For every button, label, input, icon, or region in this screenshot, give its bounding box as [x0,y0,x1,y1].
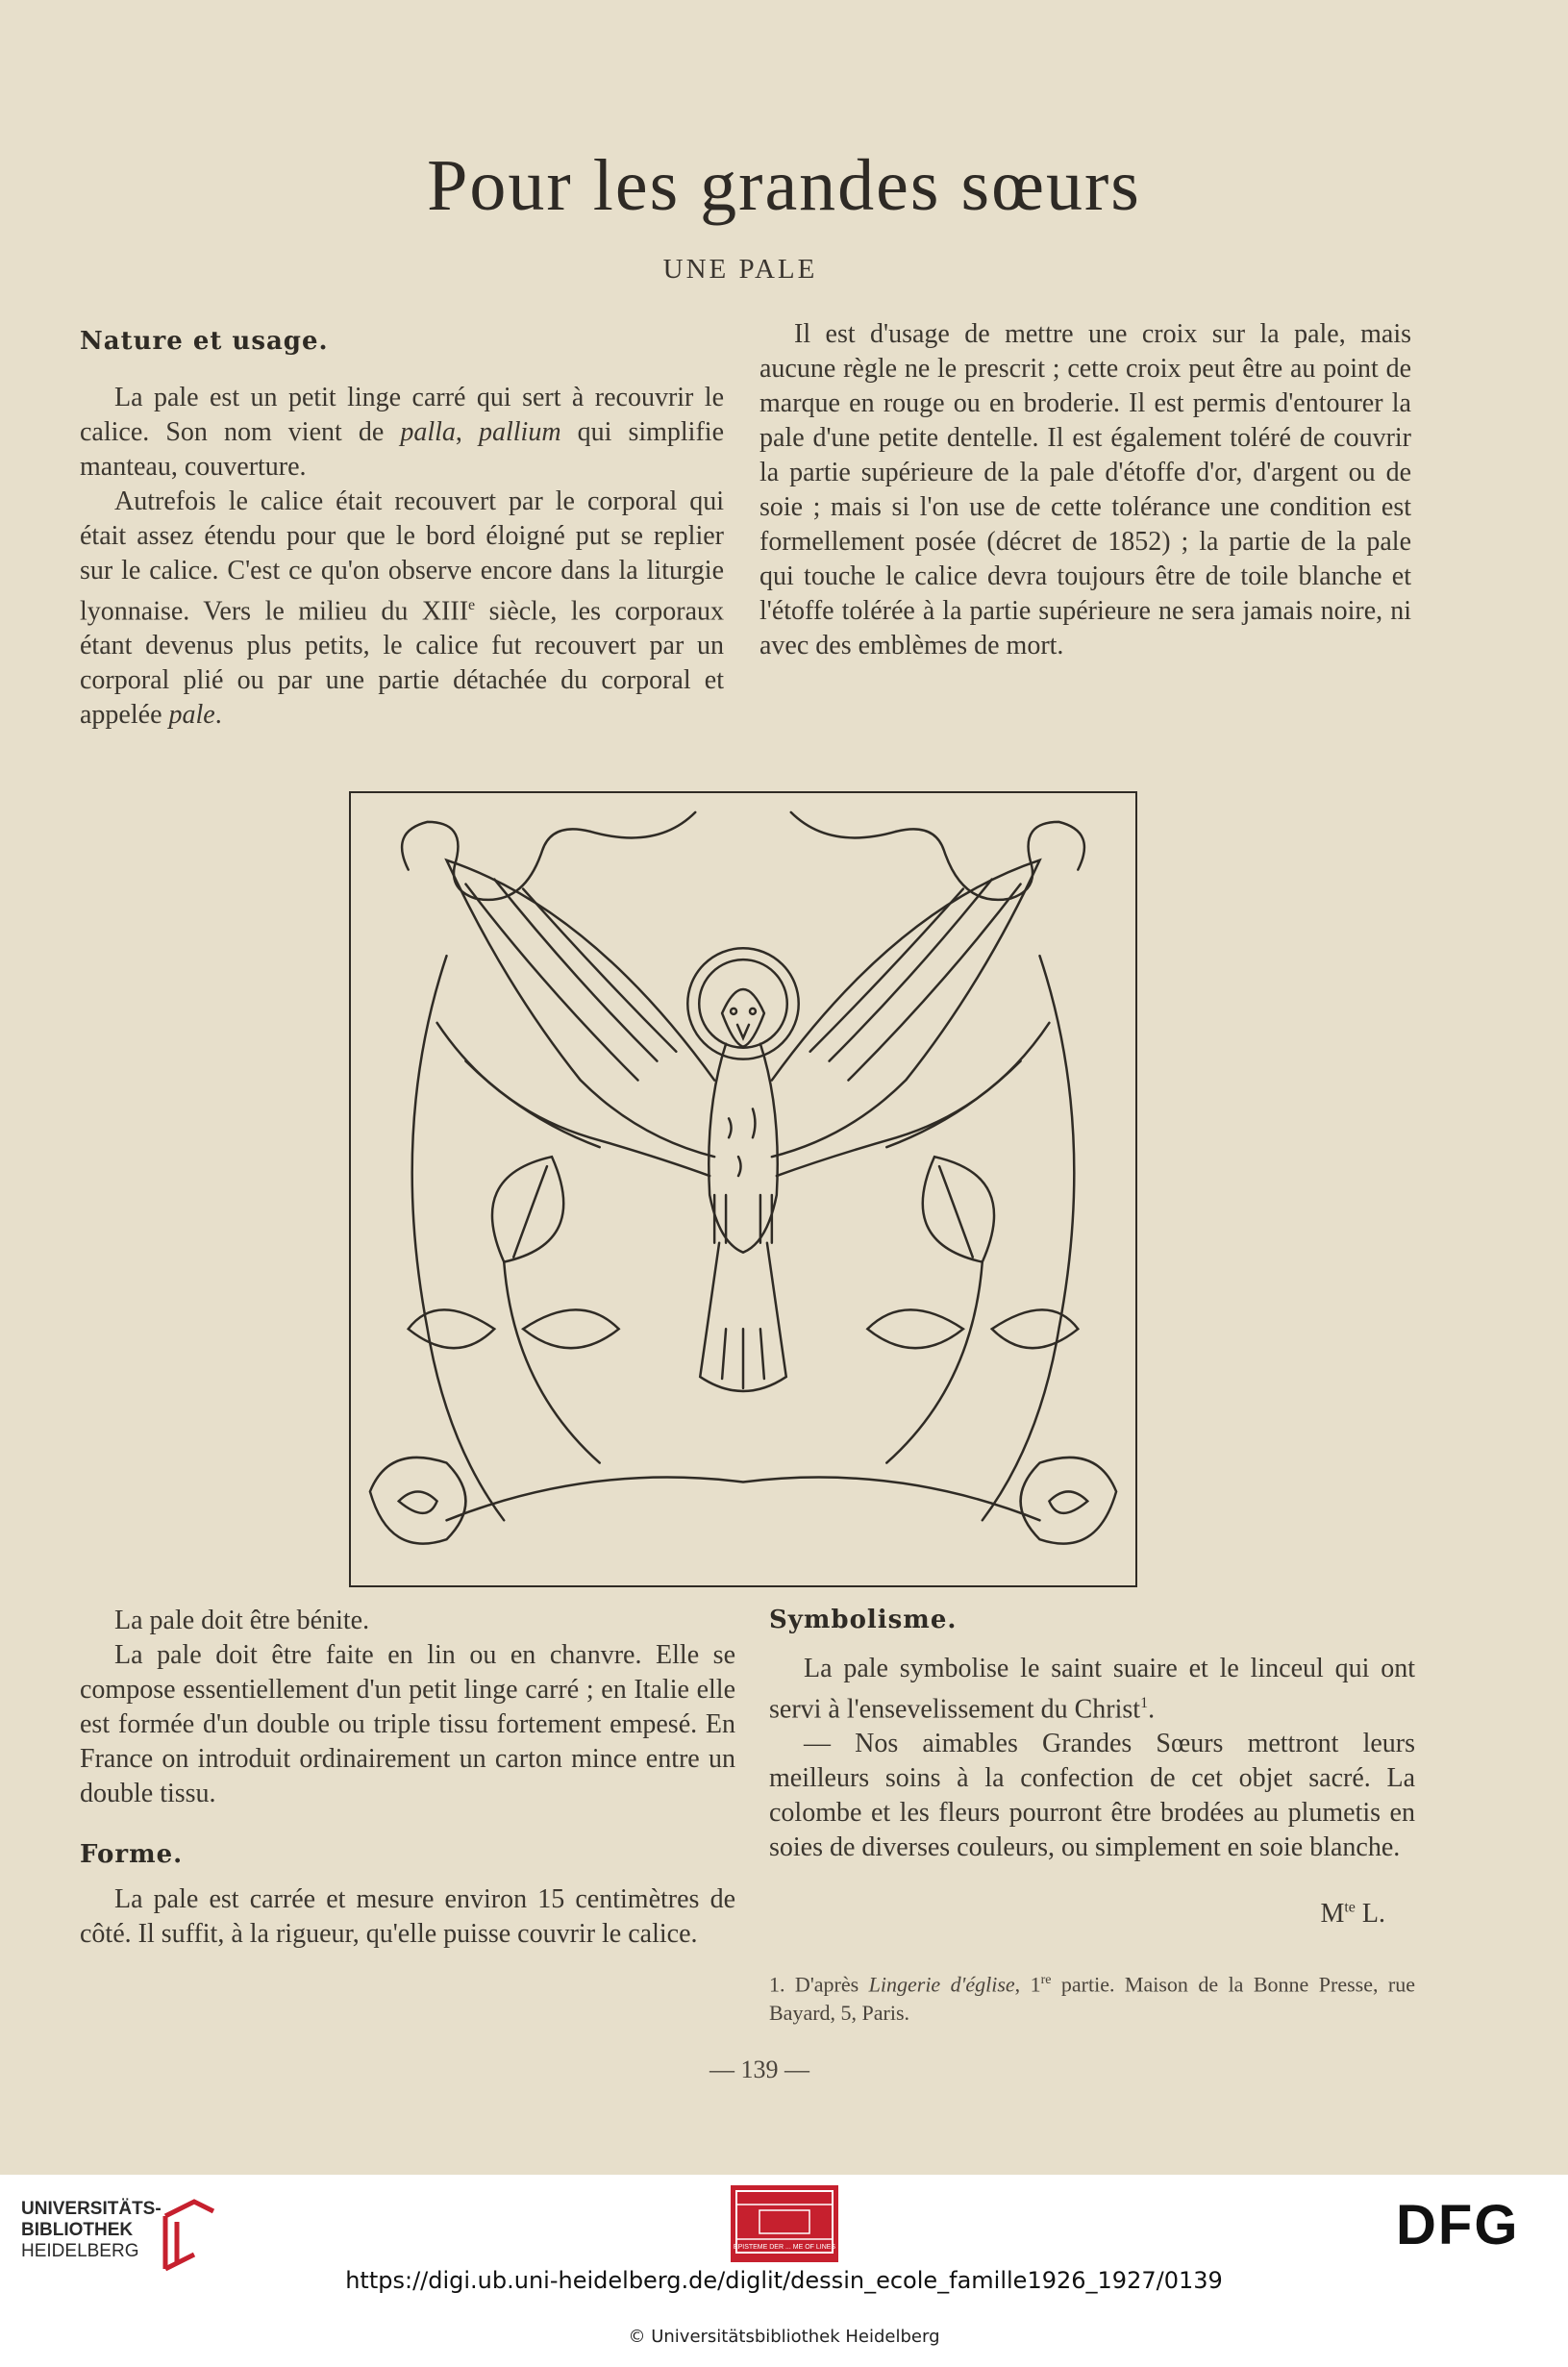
right-top-column [759,317,1411,663]
section-heading-forme: Forme. [80,1840,184,1869]
page-number: — 139 — [709,2056,809,2083]
footnote: 1. D'après Lingerie d'église, 1re partie. Maison de la Bonne Presse, rue Bayard, 5, Paris. [769,1972,1415,2026]
article-subtitle: UNE PALE [662,254,818,285]
paragraph: Autrefois le calice était recouvert par le corporal qui était assez étendu pour que le bord éloigné put se replier sur le calice. C'est ce qu'on observe encore dans la liturgie lyonnaise. Vers le milieu du XIIIe siècle, les corporaux étant devenus plus petits, le calice fut recouvert par un corporal plié ou par une partie détachée du corporal et appelée pale. [80,486,724,731]
paragraph: La pale est carrée et mesure environ 15 centimètres de côté. Il suffit, à la rigueur, qu'elle puisse couvrir le calice. [80,1884,735,1949]
left-bottom-column [80,1604,735,1952]
dove-illustration-icon [351,793,1135,1585]
dove-embroidery-illustration [349,791,1137,1587]
paragraph: La pale doit être faite en lin ou en chanvre. Elle se compose essentiellement d'un petit linge carré ; en Italie elle est formée d'un double ou triple tissu fortement empesé. En France on introduit ordinairement un carton mince entre un double tissu. [80,1640,735,1808]
badge-text: EPISTEME DER ... ME OF LINES [733,2244,836,2251]
author-signature: $M^{te}$ L. [1320,1899,1385,1929]
section-heading-symbolisme: Symbolisme. [769,1606,958,1634]
paragraph: La pale doit être bénite. [114,1606,370,1635]
section-heading-nature: Nature et usage. [80,327,329,356]
paragraph: — Nos aimables Grandes Sœurs mettront leurs meilleurs soins à la confection de cet objet sacré. La colombe et les fleurs pourront être brodées au plumetis en soies de diverses couleurs, ou simplement en soie blanche. [769,1729,1415,1863]
library-name: UNIVERSITÄTS- BIBLIOTHEK HEIDELBERG [21,2199,162,2261]
ub-heidelberg-logo[interactable] [21,2197,233,2274]
permalink-url[interactable]: https://digi.ub.uni-heidelberg.de/diglit/dessin_ecole_famille1926_1927/0139 [345,2267,1223,2294]
copyright-notice: © Universitätsbibliothek Heidelberg [628,2327,940,2347]
paragraph: Il est d'usage de mettre une croix sur la pale, mais aucune règle ne le prescrit ; cette croix peut être au point de marque en rouge ou en broderie. Il est permis d'entourer la pale d'une petite dentelle. Il est également toléré de couvrir la partie supérieure de la pale d'étoffe d'or, d'argent ou de soie ; mais si l'on use de cette tolérance une condition est formellement posée (décret de 1852) ; la partie de la pale qui touche le calice devra toujours être de toile blanche et l'étoffe tolérée à la partie supérieure ne sera jamais noire, ni avec des emblèmes de mort. [759,319,1411,660]
left-top-column [80,327,724,733]
paragraph: La pale symbolise le saint suaire et le linceul qui ont servi à l'ensevelissement du Christ$^1$. [769,1654,1415,1725]
paragraph: La pale est un petit linge carré qui sert à recouvrir le calice. Son nom vient de palla, pallium qui simplifie manteau, couverture. [80,383,724,482]
episteme-badge[interactable] [731,2185,838,2262]
dfg-logo[interactable]: DFG [1396,2194,1520,2256]
ub-heidelberg-logo-icon [156,2197,223,2274]
right-bottom-column [769,1606,1415,1865]
article-title: Pour les grandes sœurs [427,145,1141,226]
